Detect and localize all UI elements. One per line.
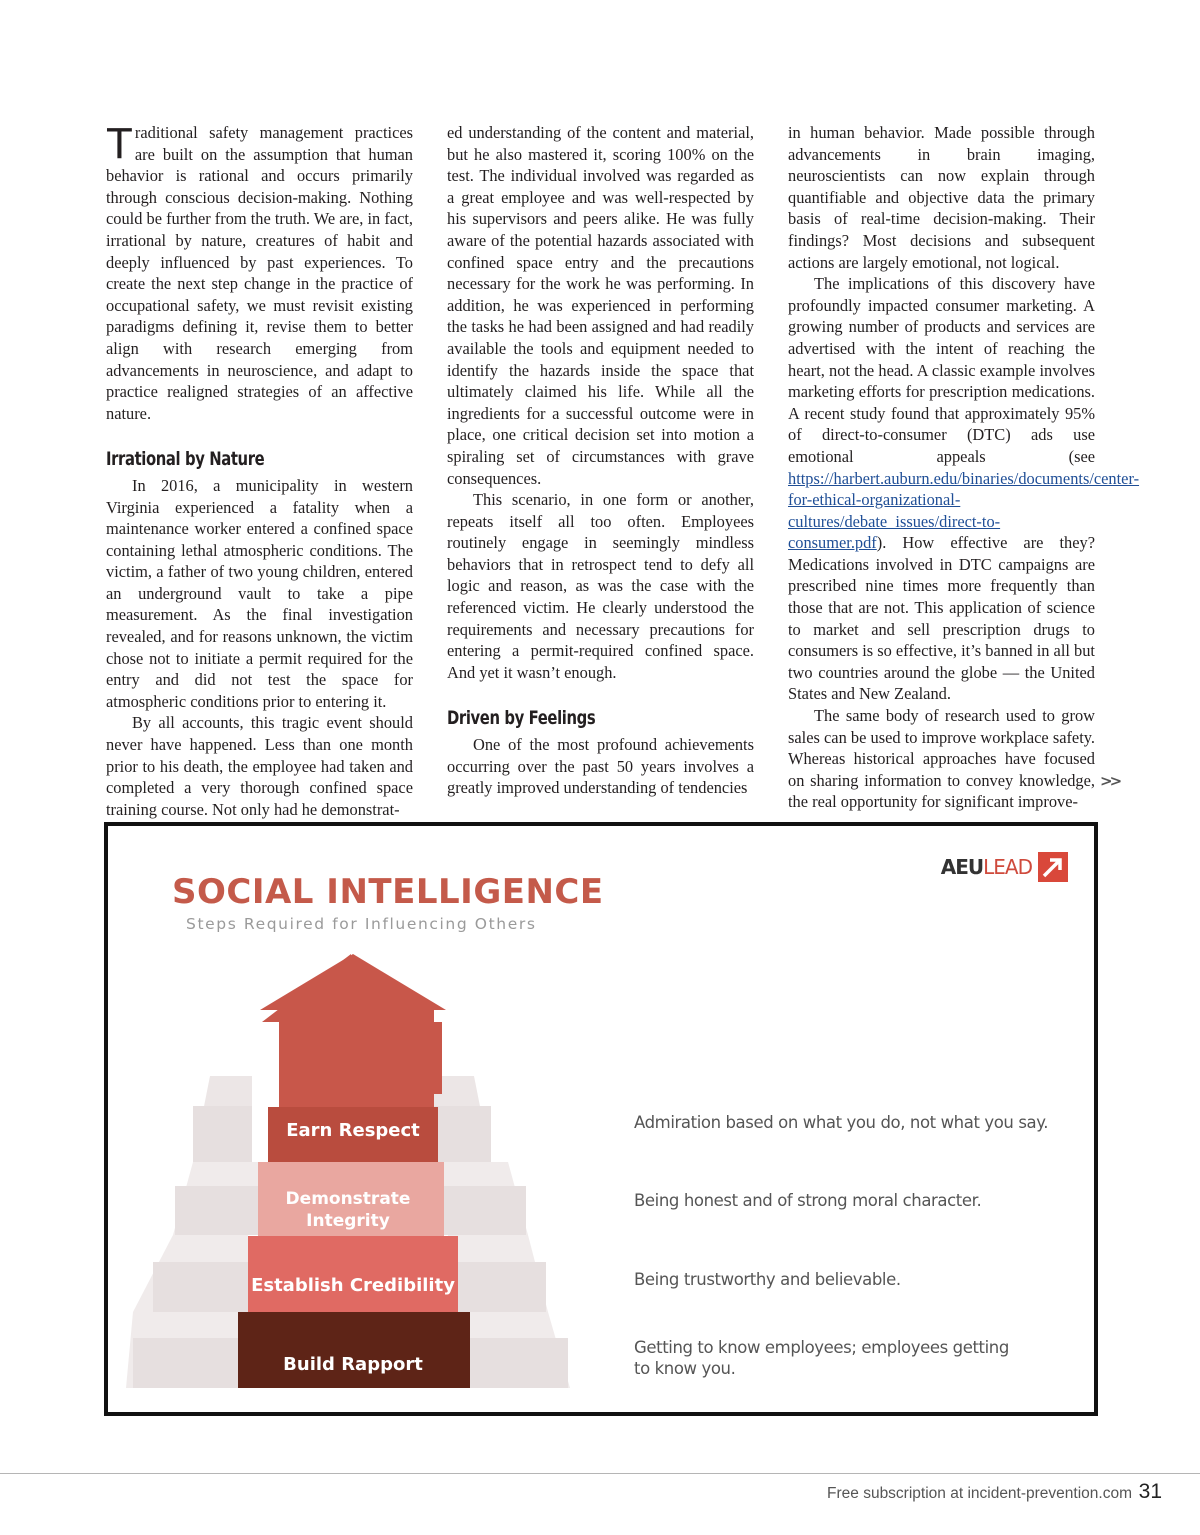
body-paragraph: The same body of research used to grow sales can be used to improve workplace safety. Whereas historical approaches have focused on sharing information to convey knowledge, the real opportunity for significant improve- — [788, 706, 1095, 812]
intro-text: raditional safety management practices are built on the assumption that human behavior is rational and occurs primarily through conscious decision-making. Nothing could be further from the truth. We are, in fact, irrational by nature, creatures of habit and deeply influenced by past experiences. To create the next step change in the practice of occupational safety, we must revisit existing paradigms defining it, revise them to better align with research emerging from advancements in neuroscience, and adapt to practice realigned strategies of an affective nature. — [106, 123, 413, 423]
article-columns — [106, 119, 1140, 819]
continue-arrow-icon: >> — [1100, 772, 1120, 790]
description-earn-respect: Admiration based on what you do, not what you say. — [634, 1113, 1049, 1132]
intro-paragraph — [106, 119, 413, 424]
logo-aeu-text: AEU — [940, 855, 984, 879]
label-establish-credibility: Establish Credibility — [251, 1275, 455, 1296]
label-integrity: Integrity — [306, 1211, 390, 1231]
subscription-text: Free subscription at incident-prevention.com — [827, 1485, 1132, 1502]
footer-divider — [0, 1473, 1200, 1474]
body-paragraph: This scenario, in one form or another, repeats itself all too often. Employees routinely engage in seemingly mindless behaviors that in retrospect tend to defy all logic and reason, as was the case with the referenced victim. He clearly understood the requirements and necessary precautions for entering a permit-required confined space. And yet it wasn’t enough. — [447, 490, 754, 682]
drop-cap: T — [106, 119, 133, 168]
description-establish-credibility: Being trustworthy and believable. — [634, 1270, 901, 1289]
label-demonstrate: Demonstrate — [285, 1189, 411, 1209]
paragraph-text: The implications of this discovery have profoundly impacted consumer marketing. A growing number of products and services are advertised with the intent of reaching the heart, not the head. A classic example involves marketing efforts for prescription medications. A recent study found that approximately 95% of direct-to-consumer (DTC) ads use emotional appeals (see — [788, 274, 1095, 466]
label-build-rapport: Build Rapport — [283, 1354, 423, 1375]
upward-arrow-head — [260, 954, 446, 1010]
description-demonstrate-integrity: Being honest and of strong moral character. — [634, 1191, 982, 1210]
step-establish-credibility — [248, 1236, 458, 1312]
logo-lead-text: LEAD — [983, 855, 1032, 879]
step-build-rapport — [238, 1312, 470, 1388]
description-build-rapport: Getting to know employees; employees getting to know you. — [634, 1338, 1009, 1378]
auburn-study-link[interactable]: https://harbert.auburn.edu/binaries/documents/center-for-ethical-organizational-cultures/debate_issues/direct-to-consumer.pdf — [788, 468, 1140, 553]
figure-subtitle: Steps Required for Influencing Others — [186, 915, 537, 933]
column-2 — [447, 122, 754, 799]
figure-title: SOCIAL INTELLIGENCE — [172, 872, 604, 912]
body-paragraph: In 2016, a municipality in western Virginia experienced a fatality when a maintenance worker entered a confined space containing lethal atmospheric conditions. The victim, a father of two young children, entered an underground vault to take a pipe measurement. As the final investigation revealed, and for reasons unknown, the victim chose not to initiate a permit required for the entry and did not test the space for atmospheric conditions prior to entering it. — [106, 475, 413, 711]
page-number: 31 — [1138, 1480, 1162, 1503]
body-paragraph: By all accounts, this tragic event should never have happened. Less than one month prior to his death, the employee had taken and completed a very thorough confined space training course. Not only had he demonstrat- — [106, 713, 413, 819]
arrow-shaft — [279, 1009, 434, 1107]
body-paragraph: One of the most profound achievements occurring over the past 50 years involves a greatly improved understanding of tendencies — [447, 735, 754, 798]
body-paragraph: in human behavior. Made possible through advancements in brain imaging, neuroscientists can now explain through quantifiable and objective data the primary basis of real-time decision-making. Their findings? Most decisions and subsequent actions are largely emotional, not logical. — [788, 123, 1095, 272]
column-1 — [106, 119, 413, 820]
body-paragraph: ed understanding of the content and material, but he also mastered it, scoring 100% on the test. The individual involved was regarded as a great employee and was well-respected by his supervisors and peers alike. He was fully aware of the potential hazards associated with confined space entry and the precautions necessary for the work he was performing. In addition, he was experienced in performing the tasks he had been assigned and had readily available the tools and equipment needed to identify the hazards inside the space that ultimately claimed his life. While all the ingredients for a successful outcome were in place, one critical decision set into motion a spiraling set of circumstances with grave consequences. — [447, 123, 754, 488]
subheading-driven-by-feelings: Driven by Feelings — [447, 707, 596, 730]
subheading-irrational-by-nature: Irrational by Nature — [106, 448, 265, 471]
label-earn-respect: Earn Respect — [286, 1120, 420, 1141]
paragraph-text: ). How effective are they? Medications involved in DTC campaigns are prescribed nine times more frequently than those that are not. This application of science to market and sell prescription drugs to consumers is so effective, it’s banned in all but two countries around the globe — the United States and New Zealand. — [788, 533, 1095, 704]
column-3 — [788, 122, 1140, 813]
social-intelligence-figure — [104, 822, 1098, 1416]
body-paragraph — [788, 273, 1140, 705]
